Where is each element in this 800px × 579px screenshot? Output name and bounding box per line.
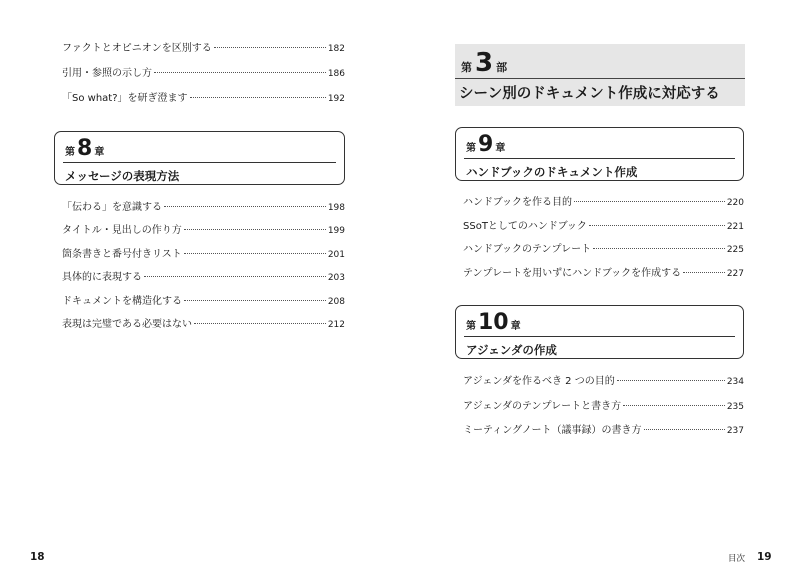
toc-leader-dots bbox=[144, 276, 326, 277]
toc-leader-dots bbox=[194, 323, 326, 324]
toc-entry bbox=[62, 295, 345, 309]
toc-leader-dots bbox=[184, 300, 326, 301]
chapter-divider bbox=[464, 336, 735, 337]
toc-leader-dots bbox=[589, 225, 725, 226]
toc-entry bbox=[62, 42, 345, 56]
chapter-suffix: 章 bbox=[94, 147, 105, 158]
part-title: シーン別のドキュメント作成に対応する bbox=[459, 86, 720, 102]
toc-entry-title: アジェンダのテンプレートと書き方 bbox=[463, 401, 622, 412]
chapter-divider bbox=[63, 162, 336, 163]
toc-entry-title: 「伝わる」を意識する bbox=[62, 202, 162, 213]
toc-entry bbox=[463, 375, 744, 389]
toc-entry bbox=[463, 243, 744, 257]
toc-entry bbox=[62, 67, 345, 81]
toc-leader-dots bbox=[574, 201, 725, 202]
toc-leader-dots bbox=[154, 72, 326, 73]
toc-entry bbox=[62, 318, 345, 332]
part-divider bbox=[455, 78, 745, 79]
toc-entry-title: ファクトとオピニオンを区別する bbox=[62, 43, 212, 54]
toc-entry-page: 199 bbox=[327, 226, 345, 236]
part-prefix: 第 bbox=[461, 61, 472, 74]
part-3-banner bbox=[455, 44, 745, 106]
toc-leader-dots bbox=[683, 272, 725, 273]
toc-entry-page: 225 bbox=[726, 245, 744, 255]
toc-entry bbox=[463, 267, 744, 281]
chapter-10-heading bbox=[466, 312, 521, 334]
chapter-prefix: 第 bbox=[65, 147, 75, 158]
toc-entry bbox=[62, 92, 345, 106]
toc-entry-title: タイトル・見出しの作り方 bbox=[62, 225, 182, 236]
toc-entry bbox=[463, 400, 744, 414]
toc-entry-page: 227 bbox=[726, 269, 744, 279]
chapter-divider bbox=[464, 158, 735, 159]
toc-entry-title: ハンドブックのテンプレート bbox=[463, 244, 592, 255]
page-number-left: 18 bbox=[30, 551, 45, 563]
toc-entry bbox=[463, 196, 744, 210]
toc-entry-title: 引用・参照の示し方 bbox=[62, 68, 152, 79]
toc-entry bbox=[463, 424, 744, 438]
part-3-heading bbox=[461, 50, 507, 76]
chapter-number: 9 bbox=[478, 132, 494, 157]
toc-entry-page: 221 bbox=[726, 222, 744, 232]
toc-entry-page: 182 bbox=[327, 44, 345, 54]
chapter-9-box bbox=[455, 127, 744, 181]
toc-leader-dots bbox=[644, 429, 725, 430]
chapter-prefix: 第 bbox=[466, 321, 476, 332]
toc-entry-title: テンプレートを用いずにハンドブックを作成する bbox=[463, 268, 682, 279]
toc-leader-dots bbox=[617, 380, 725, 381]
toc-entry bbox=[62, 201, 345, 215]
chapter-suffix: 章 bbox=[510, 321, 521, 332]
toc-entry-page: 208 bbox=[327, 297, 345, 307]
running-head: 目次 bbox=[728, 554, 746, 564]
toc-entry-title: ドキュメントを構造化する bbox=[62, 296, 182, 307]
toc-entry-page: 234 bbox=[726, 377, 744, 387]
toc-entry-title: SSoTとしてのハンドブック bbox=[463, 221, 587, 232]
toc-leader-dots bbox=[164, 206, 326, 207]
toc-leader-dots bbox=[214, 47, 326, 48]
chapter-8-heading bbox=[65, 138, 104, 160]
toc-entry-page: 203 bbox=[327, 273, 345, 283]
toc-leader-dots bbox=[184, 253, 326, 254]
toc-entry-title: 箇条書きと番号付きリスト bbox=[62, 249, 182, 260]
chapter-suffix: 章 bbox=[495, 143, 506, 154]
toc-entry-page: 220 bbox=[726, 198, 744, 208]
chapter-number: 8 bbox=[77, 136, 93, 161]
toc-entry bbox=[62, 224, 345, 238]
toc-entry-title: 「So what?」を研ぎ澄ます bbox=[62, 93, 188, 104]
part-suffix: 部 bbox=[496, 61, 508, 74]
toc-entry-page: 201 bbox=[327, 250, 345, 260]
toc-leader-dots bbox=[593, 248, 725, 249]
chapter-title: ハンドブックのドキュメント作成 bbox=[466, 165, 638, 179]
chapter-10-box bbox=[455, 305, 744, 359]
toc-entry-title: ハンドブックを作る目的 bbox=[463, 197, 572, 208]
toc-entry-title: 具体的に表現する bbox=[62, 272, 142, 283]
toc-entry-title: 表現は完璧である必要はない bbox=[62, 319, 192, 330]
toc-leader-dots bbox=[184, 229, 326, 230]
toc-entry-title: ミーティングノート（議事録）の書き方 bbox=[463, 425, 642, 436]
toc-entry-page: 198 bbox=[327, 203, 345, 213]
toc-entry-title: アジェンダを作るべき 2 つの目的 bbox=[463, 376, 615, 387]
toc-entry-page: 192 bbox=[327, 94, 345, 104]
part-number: 3 bbox=[475, 48, 494, 78]
toc-entry-page: 212 bbox=[327, 320, 345, 330]
toc-entry bbox=[62, 248, 345, 262]
chapter-number: 10 bbox=[478, 310, 509, 335]
chapter-9-heading bbox=[466, 134, 505, 156]
toc-leader-dots bbox=[190, 97, 326, 98]
chapter-prefix: 第 bbox=[466, 143, 476, 154]
toc-entry bbox=[62, 271, 345, 285]
toc-entry bbox=[463, 220, 744, 234]
chapter-title: アジェンダの作成 bbox=[466, 343, 557, 357]
chapter-title: メッセージの表現方法 bbox=[65, 169, 180, 183]
chapter-8-box bbox=[54, 131, 345, 185]
toc-leader-dots bbox=[623, 405, 725, 406]
toc-entry-page: 237 bbox=[726, 426, 744, 436]
page-number-right: 19 bbox=[757, 551, 772, 563]
toc-entry-page: 235 bbox=[726, 402, 744, 412]
toc-entry-page: 186 bbox=[327, 69, 345, 79]
